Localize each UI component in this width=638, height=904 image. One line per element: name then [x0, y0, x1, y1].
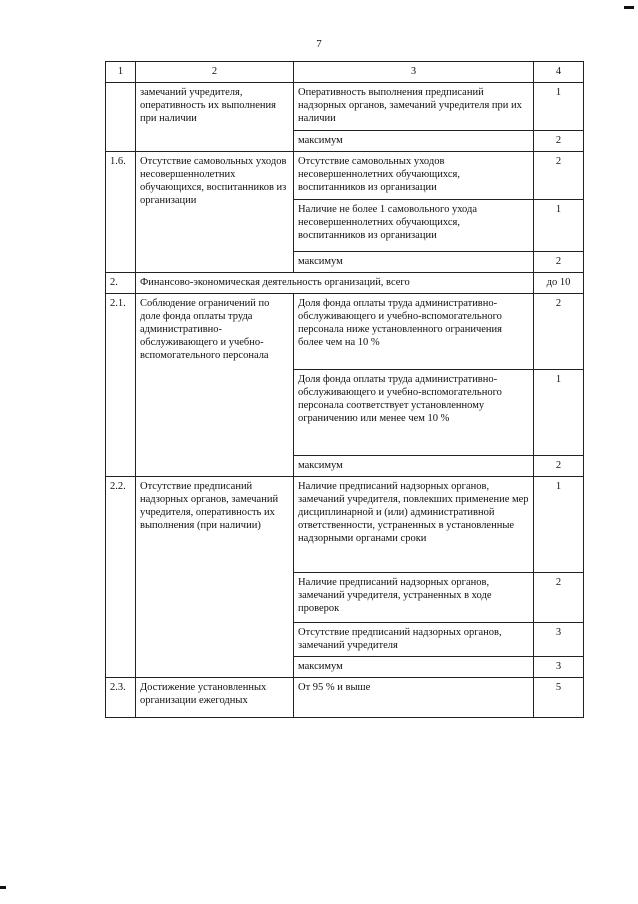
row-number — [106, 83, 136, 152]
score-cell: 2 — [534, 573, 584, 623]
score-cell: 1 — [534, 200, 584, 252]
margin-mark — [0, 886, 6, 889]
indicator-cell: Оперативность выполнения предписаний надзорных органов, замечаний учредителя при их наличии — [294, 83, 534, 131]
section-score: до 10 — [534, 273, 584, 294]
score-cell: 2 — [534, 131, 584, 152]
page-number: 7 — [316, 38, 322, 50]
row-number: 2.1. — [106, 294, 136, 477]
indicator-cell: Наличие предписаний надзорных органов, замечаний учредителя, повлекших применение мер дисциплинарной и (или) административной ответственности, устраненных в установленные надзорными органами сроки — [294, 477, 534, 573]
score-cell: 1 — [534, 370, 584, 456]
row-number: 1.6. — [106, 152, 136, 273]
indicator-cell: максимум — [294, 456, 534, 477]
table-row — [106, 152, 584, 200]
score-cell: 2 — [534, 252, 584, 273]
criterion-cell: Достижение установленных организации ежегодных — [136, 678, 294, 718]
indicator-cell: Наличие предписаний надзорных органов, замечаний учредителя, устраненных в ходе проверок — [294, 573, 534, 623]
indicator-cell: От 95 % и выше — [294, 678, 534, 718]
criteria-table-body — [106, 62, 584, 718]
table-row — [106, 477, 584, 573]
header-cell-1: 1 — [106, 62, 136, 83]
criteria-table — [105, 61, 584, 718]
indicator-cell: Отсутствие предписаний надзорных органов, замечаний учредителя — [294, 623, 534, 657]
score-cell: 1 — [534, 477, 584, 573]
criterion-cell: Отсутствие самовольных уходов несовершеннолетних обучающихся, воспитанников из организации — [136, 152, 294, 273]
header-row — [106, 62, 584, 83]
indicator-cell: Отсутствие самовольных уходов несовершеннолетних обучающихся, воспитанников из организации — [294, 152, 534, 200]
table-row — [106, 678, 584, 718]
header-cell-4: 4 — [534, 62, 584, 83]
table-row — [106, 83, 584, 131]
section-title: Финансово-экономическая деятельность организаций, всего — [136, 273, 534, 294]
criterion-cell: Отсутствие предписаний надзорных органов, замечаний учредителя, оперативность их выполнения (при наличии) — [136, 477, 294, 678]
section-row — [106, 273, 584, 294]
score-cell: 2 — [534, 456, 584, 477]
indicator-cell: максимум — [294, 131, 534, 152]
criterion-cell: замечаний учредителя, оперативность их выполнения при наличии — [136, 83, 294, 152]
indicator-cell: Доля фонда оплаты труда административно-обслуживающего и учебно-вспомогательного персонала ниже установленного ограничения более чем на 10 % — [294, 294, 534, 370]
indicator-cell: максимум — [294, 657, 534, 678]
indicator-cell: Наличие не более 1 самовольного ухода несовершеннолетних обучающихся, воспитанников из организации — [294, 200, 534, 252]
indicator-cell: Доля фонда оплаты труда административно-обслуживающего и учебно-вспомогательного персонала соответствует установленному ограничению или менее чем 10 % — [294, 370, 534, 456]
score-cell: 3 — [534, 623, 584, 657]
corner-mark — [624, 6, 634, 9]
criterion-cell: Соблюдение ограничений по доле фонда оплаты труда административно-обслуживающего и учебно-вспомогательного персонала — [136, 294, 294, 477]
row-number: 2.3. — [106, 678, 136, 718]
score-cell: 2 — [534, 294, 584, 370]
score-cell: 1 — [534, 83, 584, 131]
table-row — [106, 294, 584, 370]
indicator-cell: максимум — [294, 252, 534, 273]
row-number: 2. — [106, 273, 136, 294]
row-number: 2.2. — [106, 477, 136, 678]
score-cell: 3 — [534, 657, 584, 678]
score-cell: 2 — [534, 152, 584, 200]
header-cell-3: 3 — [294, 62, 534, 83]
score-cell: 5 — [534, 678, 584, 718]
header-cell-2: 2 — [136, 62, 294, 83]
